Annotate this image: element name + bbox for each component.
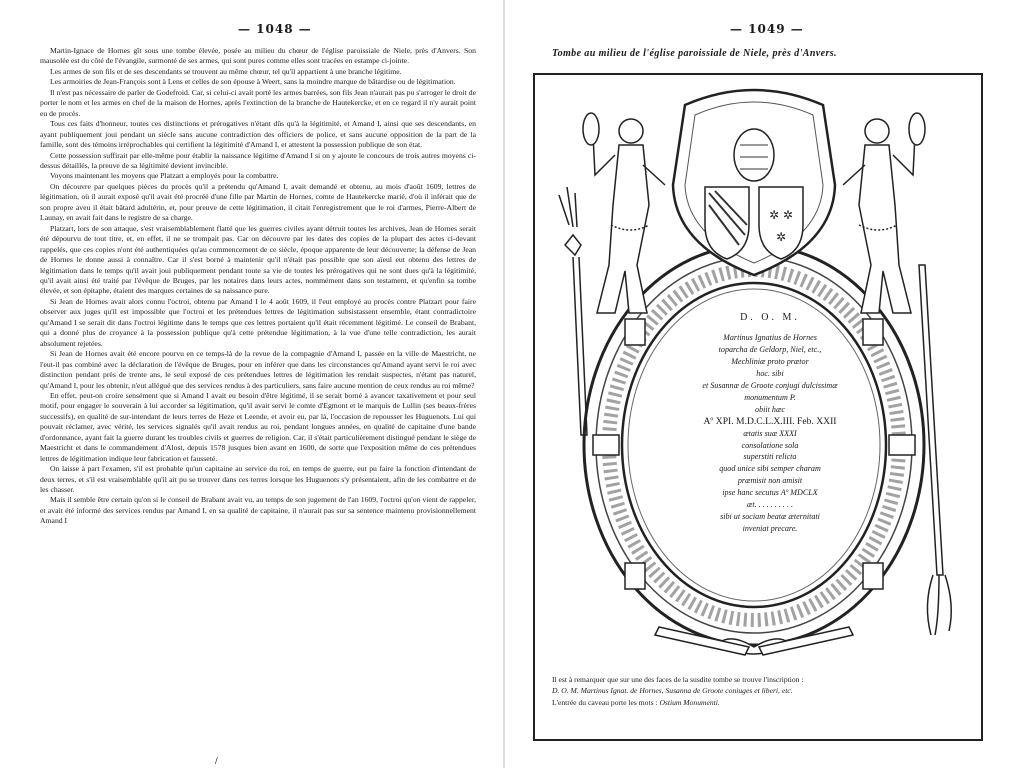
frame-strap [593, 435, 619, 455]
inscription-line: consolatione sola [741, 440, 799, 450]
book-gutter [503, 0, 505, 768]
frame-strap [625, 563, 645, 589]
svg-text:✲: ✲ [775, 230, 787, 244]
cartouche [673, 90, 835, 275]
remark-line: Il est à remarquer que sur une des faces de la susdite tombe se trouve l'inscription : [552, 675, 804, 684]
paragraph: Martin-Ignace de Hornes gît sous une tombe élevée, posée au milieu du chœur de l'église paroissiale de Niele, près d'Anvers. Son mausolée est du côté de l'évangile, surmonté de ses armes, qui sont pures comme elles sont tracées en estampe ci-jointe. [40, 46, 476, 66]
inscription-line: Mechliniæ proto prætor [731, 356, 809, 366]
right-page-number: — 1049 — [730, 22, 804, 36]
paragraph: On laisse à part l'examen, s'il est probable qu'un capitaine au service du roi, en temps de guerre, eut pu faire la fonction d'intendant de deux terres, et s'il est vraisemblable qu'il ait pu se trouver dans ces terres lorsque les Huguenots s'y présentaient, afin de les combattre et de les chasser. [40, 464, 476, 495]
inscription-line: præmisit non amisit [737, 476, 803, 486]
inscription-line: obiit hæc [755, 404, 785, 414]
paragraph: Si Jean de Hornes avait été encore pourvu en ce temps-là de la revue de la compagnie d'Amand I, passée en la ville de Maestricht, ne l'eut-il pas combiné avec la déclaration de l'évêque de Bruges, pour en inférer que dans les circonstances qu'Amand ayant servi le roi avec distinction pendant près de trente ans, le seul exposé de ces prétendues lettres de légitimation les rendait suspectes, n'étant pas naturel, qu'Amand I, pour les obtenir, n'eut allégué que des services rendus à des particuliers, sans faire aucune mention de ceux rendus au roi même? [40, 349, 476, 390]
paragraph: Il n'est pas nécessaire de parler de Godefroid. Car, si celui-ci avait porté les armes barrées, son fils Jean n'aurait pas pu s'arroger le droit de porter le nom et les armes en chef de la maison de Hornes, après l'extinction de la branche de Hautekercke, et en ce regard il n'y aurait point eu de procès. [40, 87, 476, 118]
paragraph: En effet, peut-on croire sensément que si Amand I avait eu besoin d'être légitimé, il se serait borné à avancer taxativement et pour seul motif, pour engager le souverain à lui accorder sa légitimation, qu'il avait servi le comte d'Egmont et le marquis de Lullin (ses beaux-frères successifs), en qualité de sur-intendant de leurs terres de Heze et Leende, et avoir eu, par là, l'occasion de repousser les Huguenots. Lui qui pouvait réclamer, avec vérité, les services signalés qu'il avait rendus au roi, pendant longues années, en qualité de capitaine d'une bande d'ordonnance, ayant fait la guerre durant les troubles civils et guerres de religion. Car, il s'était particulièrement distingué pendant le siège de Maestricht et dans le commandement d'Alost, depuis 1578 jusques bien avant en 1600, de sorte que l'exposition même de ces prétendues lettres de légitimation indique leur fabrication et fausseté. [40, 390, 476, 463]
coat-of-arms-shield [705, 187, 749, 259]
svg-text:✲ ✲: ✲ ✲ [769, 208, 793, 222]
paragraph: Les armes de son fils et de ses descendants se trouvent au même chœur, tel qu'il appartient à une branche légitime. [50, 66, 402, 76]
plate-title: Tombe au milieu de l'église paroissiale de Niele, près d'Anvers. [552, 48, 837, 59]
paragraph: Si Jean de Hornes avait alors connu l'octroi, obtenu par Amand I le 4 août 1609, il l'eut employé au procès contre Platzart pour faire observer aux juges qu'il est impossible que l'octroi et les prétendues lettres de légitimation subsistassent ensemble, étant contradictoire qu'Amand I se serait dit dans l'octroi légitime dans le temps que ces lettres portaient qu'il était récemment légitimé. Le conseil de Brabant, qui a donné plus de croyance à la possession publique qu'à cette prétendue légitimation, à la vue d'une telle contradiction, les aurait absolument rejetées. [40, 296, 476, 348]
left-page-text [40, 46, 476, 758]
inscription-line: ætatis suæ XXXI [743, 428, 797, 438]
inscription-line: ipse hanc secutus Aº MDCLX [722, 488, 818, 498]
frame-strap [863, 563, 883, 589]
paragraph: Platzart, lors de son attaque, s'est vraisemblablement flatté que les guerres civiles ayant détruit toutes les archives, Jean de Hornes serait été dépourvu de tout titre, et, en effet, il ne se trompait pas. Car on découvre par les dates des copies de la plupart des actes ci-devant rappelés, que ces copies n'ont été authentiquées qu'au commencement de ce siècle, époque apparente de leur découverte; la défense de Jean de Hornes le donne aussi à connaître. Car il s'est borné à maintenir qu'il n'était pas possible que son aïeul eut obtenu des lettres de légitimation dans le temps qu'il avait joui publiquement pendant toute sa vie de toutes les prérogatives qui ne sont dues qu'à la légitimité, qu'il avait ainsi été traité par l'évêque de Bruges, par les notaires dans leurs actes, nommément dans son testament, et qu'enfin sa tombe élevée, et son épitaphe, étaient des marques certaines de sa naissance pure. [40, 223, 476, 296]
helmet-crest [734, 129, 774, 181]
inscription-line: monumentum P. [744, 392, 796, 402]
frame-strap [625, 319, 645, 345]
paragraph: On découvre par quelques pièces du procès qu'il a prétendu qu'Amand I, avait demandé et obtenu, au mois d'août 1609, lettres de légitimation, où il aurait exposé qu'il avait été procréé d'une fille par Martin de Hornes, comte de Hautekercke marié, d'où il inférait que de son propre aveu il était bâtard adultérin, et, pour preuve de cette légitimation, il citait l'enregistrement que le roi d'armes, Pierre-Albert de Launay, en avait fait dans le registre de sa charge. [40, 181, 476, 223]
paragraph: Tous ces faits d'honneur, toutes ces distinctions et prérogatives n'étant dûs qu'à la légitimité, et Amand I, ainsi que ses descendants, en ayant publiquement joui pendant un siècle sans aucune contradiction des officiers de police, et sans aucune opposition de la part de la famille, sont des témoins irréprochables qui certifient la légitimité d'Amand I, et attestent la possession publique de son état. [40, 119, 476, 150]
remark-latin: Ostium Monumenti. [659, 697, 720, 707]
inscription-line: inveniat precare. [742, 524, 798, 534]
torch-left [559, 187, 587, 435]
plate-remark [552, 674, 972, 708]
inscription-line: sibi ut sociam beatæ æternitati [720, 512, 820, 522]
inscription-line: et Susannæ de Groote conjugi dulcissimæ [702, 380, 838, 390]
left-page-number: — 1048 — [238, 22, 312, 36]
inscription-line: toparcha de Geldorp, Niel, etc., [718, 344, 822, 354]
coat-of-arms-shield [759, 187, 803, 259]
inscription-line: quod unice sibi semper charam [719, 464, 821, 474]
inscription-line: æt. . . . . . . . . . [746, 500, 794, 510]
epitaph-inscription [650, 312, 890, 535]
footer-mark: / [215, 756, 218, 765]
paragraph: Cette possession suffirait par elle-même pour établir la naissance légitime d'Amand I si on y ajoute le concours de trois autres moyens ci-dessus détaillés, la preuve de sa légitimité devient invincible. [40, 150, 476, 170]
paragraph: Mais il semble être certain qu'on si le conseil de Brabant avait vu, au temps de son jugement de l'an 1609, l'octroi qu'on vient de rappeler, et avait été informé des services rendus par Amand I, en sa qualité de capitaine, il n'aurait pas sur sa sentence maintenu provisionnellement Amand I [40, 495, 476, 526]
inscription-line: hoc. sibi [756, 368, 784, 378]
paragraph: Les armoiries de Jean-François sont à Lens et celles de son épouse à Weert, sans la moindre marque de bâtardise ou de légitimation. [50, 77, 456, 87]
paragraph: Voyons maintenant les moyens que Platzart a employés pour la combattre. [50, 171, 279, 181]
remark-line: D. O. M. Martinus Ignat. de Hornes, Susanna de Groote coniuges et liberi, etc. [552, 686, 793, 696]
remark-line [552, 697, 972, 708]
inscription-line: Martinus Ignatius de Hornes [723, 332, 817, 342]
inscription-line: superstiti relicta [743, 452, 797, 462]
frame-strap [889, 435, 915, 455]
inscription-dom: D. O. M. [740, 312, 800, 323]
inscription-date-line: Aº XPI. M.D.C.L.X.III. Feb. XXII [703, 415, 837, 427]
remark-text: L'entrée du caveau porte les mots : [552, 697, 658, 707]
